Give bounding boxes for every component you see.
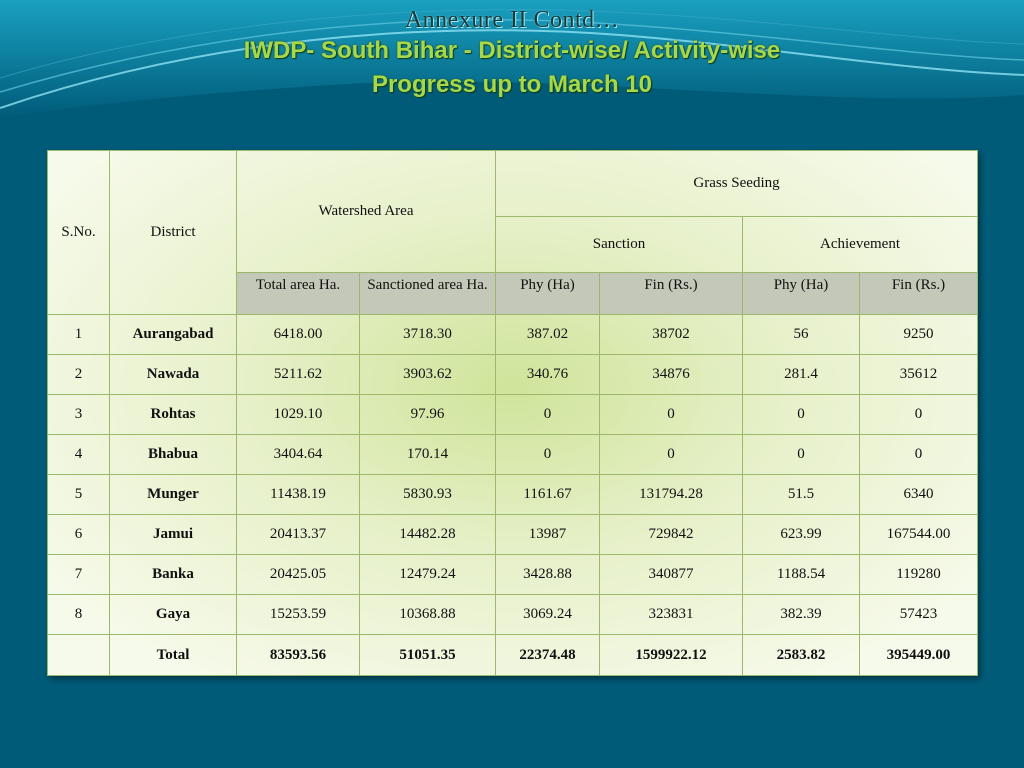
header-achievement: Achievement <box>743 217 978 273</box>
cell-total-achievement-fin: 395449.00 <box>860 635 978 676</box>
cell-sanctioned-area: 10368.88 <box>360 595 496 635</box>
total-row <box>48 635 978 676</box>
cell-sanction-fin: 34876 <box>600 355 743 395</box>
table-row <box>48 435 978 475</box>
cell-sanctioned-area: 97.96 <box>360 395 496 435</box>
slide-title <box>0 6 1024 102</box>
title-annexure: Annexure II Contd… <box>404 7 620 33</box>
header-grass-seeding: Grass Seeding <box>496 151 978 217</box>
cell-achievement-fin: 167544.00 <box>860 515 978 555</box>
cell-total-area: 1029.10 <box>237 395 360 435</box>
cell-total-area: 3404.64 <box>237 435 360 475</box>
cell-sanctioned-area: 3903.62 <box>360 355 496 395</box>
cell-total-area: 20413.37 <box>237 515 360 555</box>
header-achievement-fin: Fin (Rs.) <box>860 273 978 315</box>
cell-total-achievement-phy: 2583.82 <box>743 635 860 676</box>
cell-achievement-phy: 1188.54 <box>743 555 860 595</box>
header-achievement-phy: Phy (Ha) <box>743 273 860 315</box>
cell-sno: 8 <box>48 595 110 635</box>
cell-sanction-phy: 3428.88 <box>496 555 600 595</box>
cell-sno: 3 <box>48 395 110 435</box>
title-sub: Progress up to March 10 <box>371 71 653 98</box>
cell-sno: 6 <box>48 515 110 555</box>
table-row <box>48 475 978 515</box>
cell-sanction-phy: 3069.24 <box>496 595 600 635</box>
cell-sanctioned-area: 12479.24 <box>360 555 496 595</box>
cell-total-area: 5211.62 <box>237 355 360 395</box>
header-sanction-fin: Fin (Rs.) <box>600 273 743 315</box>
table-row <box>48 595 978 635</box>
table-row <box>48 395 978 435</box>
cell-achievement-phy: 382.39 <box>743 595 860 635</box>
cell-total-sanction-phy: 22374.48 <box>496 635 600 676</box>
cell-district: Bhabua <box>110 435 237 475</box>
cell-achievement-phy: 51.5 <box>743 475 860 515</box>
cell-sanction-phy: 0 <box>496 435 600 475</box>
table-row <box>48 515 978 555</box>
cell-district: Munger <box>110 475 237 515</box>
title-main: IWDP- South Bihar - District-wise/ Activity-wise <box>243 37 781 64</box>
cell-total-total-area: 83593.56 <box>237 635 360 676</box>
cell-total-label: Total <box>110 635 237 676</box>
cell-sno-empty <box>48 635 110 676</box>
cell-achievement-phy: 281.4 <box>743 355 860 395</box>
cell-sanction-phy: 0 <box>496 395 600 435</box>
cell-sanction-fin: 340877 <box>600 555 743 595</box>
cell-total-area: 15253.59 <box>237 595 360 635</box>
table-row <box>48 355 978 395</box>
cell-achievement-fin: 9250 <box>860 315 978 355</box>
header-district: District <box>110 151 237 315</box>
cell-sanction-fin: 0 <box>600 395 743 435</box>
cell-achievement-fin: 35612 <box>860 355 978 395</box>
header-sanctioned-area: Sanctioned area Ha. <box>360 273 496 315</box>
cell-achievement-fin: 57423 <box>860 595 978 635</box>
cell-total-area: 20425.05 <box>237 555 360 595</box>
cell-achievement-phy: 56 <box>743 315 860 355</box>
cell-sanction-phy: 1161.67 <box>496 475 600 515</box>
cell-sno: 5 <box>48 475 110 515</box>
cell-sno: 2 <box>48 355 110 395</box>
table-row <box>48 555 978 595</box>
header-watershed-area: Watershed Area <box>237 151 496 273</box>
progress-table-container <box>47 150 977 676</box>
cell-sanction-phy: 13987 <box>496 515 600 555</box>
cell-sanction-fin: 323831 <box>600 595 743 635</box>
cell-achievement-fin: 119280 <box>860 555 978 595</box>
cell-district: Aurangabad <box>110 315 237 355</box>
table-row <box>48 315 978 355</box>
cell-achievement-fin: 0 <box>860 435 978 475</box>
cell-sanctioned-area: 5830.93 <box>360 475 496 515</box>
cell-sanctioned-area: 3718.30 <box>360 315 496 355</box>
cell-sanction-phy: 340.76 <box>496 355 600 395</box>
cell-sno: 7 <box>48 555 110 595</box>
cell-sanctioned-area: 14482.28 <box>360 515 496 555</box>
cell-district: Jamui <box>110 515 237 555</box>
cell-district: Nawada <box>110 355 237 395</box>
header-sanction: Sanction <box>496 217 743 273</box>
cell-total-area: 11438.19 <box>237 475 360 515</box>
cell-sanction-phy: 387.02 <box>496 315 600 355</box>
cell-district: Rohtas <box>110 395 237 435</box>
cell-total-sanction-fin: 1599922.12 <box>600 635 743 676</box>
cell-sanctioned-area: 170.14 <box>360 435 496 475</box>
cell-achievement-fin: 0 <box>860 395 978 435</box>
cell-district: Banka <box>110 555 237 595</box>
cell-achievement-fin: 6340 <box>860 475 978 515</box>
cell-sanction-fin: 131794.28 <box>600 475 743 515</box>
header-sanction-phy: Phy (Ha) <box>496 273 600 315</box>
cell-achievement-phy: 0 <box>743 435 860 475</box>
header-total-area: Total area Ha. <box>237 273 360 315</box>
cell-sno: 4 <box>48 435 110 475</box>
cell-sanction-fin: 0 <box>600 435 743 475</box>
header-sno: S.No. <box>48 151 110 315</box>
cell-total-area: 6418.00 <box>237 315 360 355</box>
cell-sno: 1 <box>48 315 110 355</box>
cell-sanction-fin: 38702 <box>600 315 743 355</box>
cell-district: Gaya <box>110 595 237 635</box>
cell-total-sanctioned-area: 51051.35 <box>360 635 496 676</box>
cell-sanction-fin: 729842 <box>600 515 743 555</box>
cell-achievement-phy: 0 <box>743 395 860 435</box>
cell-achievement-phy: 623.99 <box>743 515 860 555</box>
progress-table <box>47 150 978 676</box>
